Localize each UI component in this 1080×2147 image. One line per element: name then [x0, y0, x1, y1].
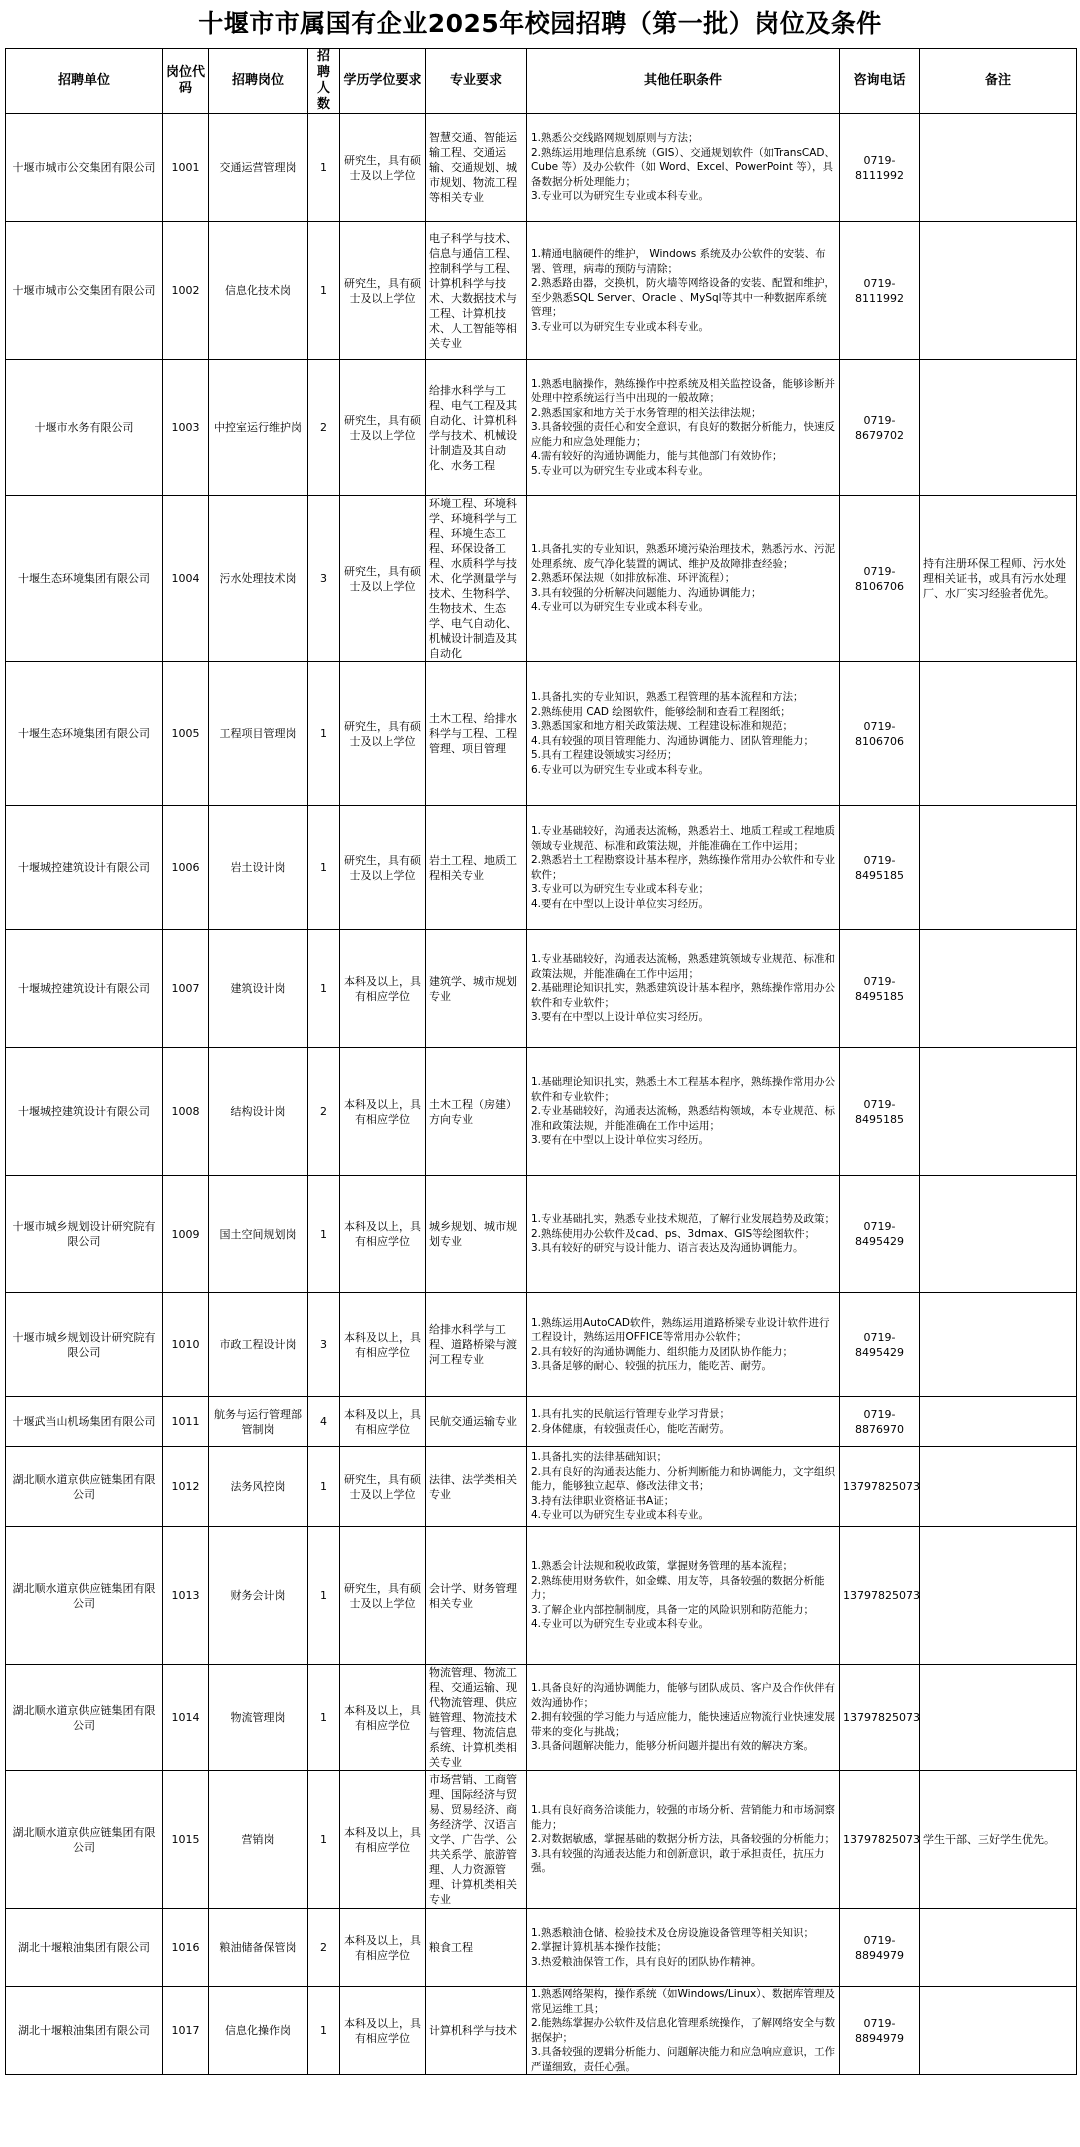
condition-line: 6.专业可以为研究生专业或本科专业。	[531, 763, 710, 776]
cell-post: 工程项目管理岗	[209, 662, 308, 806]
cell-phone: 0719-8111992	[840, 222, 920, 360]
cell-conditions	[527, 1771, 840, 1909]
cell-note: 学生干部、三好学生优先。	[920, 1771, 1077, 1909]
cell-conditions	[527, 1665, 840, 1771]
cell-unit: 十堰市水务有限公司	[6, 360, 163, 496]
table-row	[6, 806, 1077, 930]
cell-count: 1	[308, 662, 340, 806]
cell-count: 1	[308, 1447, 340, 1527]
condition-line: 1.具备扎实的专业知识，熟悉环境污染治理技术，熟悉污水、污泥处理系统、废气净化装置的调试、维护及故障排查经验；	[531, 543, 836, 570]
condition-line: 3.具有较好的研究与设计能力、语言表达及沟通协调能力。	[531, 1242, 804, 1255]
cell-unit: 湖北顺水道京供应链集团有限公司	[6, 1447, 163, 1527]
condition-line: 3.要有在中型以上设计单位实习经历。	[531, 1134, 710, 1147]
condition-line: 3.具有较强的分析解决问题能力、沟通协调能力；	[531, 586, 762, 599]
cell-note	[920, 1293, 1077, 1397]
table-row	[6, 1293, 1077, 1397]
cell-unit: 十堰市城乡规划设计研究院有限公司	[6, 1176, 163, 1293]
cell-code: 1012	[163, 1447, 209, 1527]
cell-code: 1014	[163, 1665, 209, 1771]
condition-line: 1.熟悉粮油仓储、检验技术及仓房设施设备管理等相关知识；	[531, 1926, 815, 1939]
cell-code: 1013	[163, 1527, 209, 1665]
header-conditions: 其他任职条件	[527, 49, 840, 114]
cell-post: 财务会计岗	[209, 1527, 308, 1665]
cell-post: 信息化操作岗	[209, 1987, 308, 2075]
condition-line: 1.熟悉公交线路网规划原则与方法；	[531, 132, 699, 145]
cell-phone: 13797825073	[840, 1527, 920, 1665]
condition-line: 2.对数据敏感，掌握基础的数据分析方法，具备较强的分析能力；	[531, 1833, 836, 1846]
cell-post: 航务与运行管理部管制岗	[209, 1397, 308, 1447]
condition-line: 2.熟悉路由器，交换机，防火墙等网络设备的安装、配置和维护，至少熟悉SQL Server、Oracle 、MySql等其中一种数据库系统管理；	[531, 277, 836, 318]
condition-line: 2.能熟练掌握办公软件及信息化管理系统操作，了解网络安全与数据保护；	[531, 2017, 836, 2044]
cell-major: 环境工程、环境科学、环境科学与工程、环境生态工程、环保设备工程、水质科学与技术、化学测量学与技术、生物科学、生物技术、生态学、电气自动化、机械设计制造及其自动化	[426, 496, 527, 662]
cell-code: 1015	[163, 1771, 209, 1909]
cell-note	[920, 114, 1077, 222]
condition-line: 1.专业基础较好，沟通表达流畅，熟悉建筑领域专业规范、标准和政策法规，并能准确在工作中运用；	[531, 953, 836, 980]
cell-conditions	[527, 222, 840, 360]
cell-post: 建筑设计岗	[209, 930, 308, 1048]
cell-phone: 0719-8495185	[840, 806, 920, 930]
condition-line: 2.身体健康，有较强责任心，能吃苦耐劳。	[531, 1422, 731, 1435]
cell-unit: 十堰武当山机场集团有限公司	[6, 1397, 163, 1447]
cell-post: 市政工程设计岗	[209, 1293, 308, 1397]
cell-major: 城乡规划、城市规划专业	[426, 1176, 527, 1293]
cell-education: 研究生，具有硕士及以上学位	[340, 662, 426, 806]
table-row	[6, 222, 1077, 360]
cell-note	[920, 1176, 1077, 1293]
cell-phone: 0719-8876970	[840, 1397, 920, 1447]
cell-education: 研究生，具有硕士及以上学位	[340, 806, 426, 930]
condition-line: 3.专业可以为研究生专业或本科专业。	[531, 190, 710, 203]
cell-code: 1016	[163, 1909, 209, 1987]
condition-line: 2.熟练运用地理信息系统（GIS）、交通规划软件（如TransCAD、Cube 等）及办公软件（如 Word、Excel、PowerPoint 等），具备数据分析处理能力；	[531, 146, 836, 188]
table-row	[6, 1987, 1077, 2075]
condition-line: 2.熟练使用 CAD 绘图软件，能够绘制和查看工程图纸；	[531, 705, 791, 718]
cell-code: 1008	[163, 1048, 209, 1176]
header-unit: 招聘单位	[6, 49, 163, 114]
condition-line: 1.精通电脑硬件的维护， Windows 系统及办公软件的安装、布署、管理，病毒的预防与清除；	[531, 248, 826, 275]
cell-phone: 13797825073	[840, 1771, 920, 1909]
condition-line: 2.基础理论知识扎实，熟悉建筑设计基本程序，熟练操作常用办公软件和专业软件；	[531, 982, 836, 1009]
condition-line: 4.专业可以为研究生专业或本科专业。	[531, 1509, 710, 1522]
cell-education: 本科及以上，具有相应学位	[340, 1987, 426, 2075]
condition-line: 5.具有工程建设领域实习经历；	[531, 749, 678, 761]
cell-unit: 十堰城控建筑设计有限公司	[6, 806, 163, 930]
condition-line: 3.持有法律职业资格证书A证；	[531, 1494, 675, 1507]
cell-post: 污水处理技术岗	[209, 496, 308, 662]
cell-major: 智慧交通、智能运输工程、交通运输、交通规划、城市规划、物流工程等相关专业	[426, 114, 527, 222]
cell-major: 建筑学、城市规划专业	[426, 930, 527, 1048]
cell-conditions	[527, 1397, 840, 1447]
cell-conditions	[527, 1176, 840, 1293]
cell-unit: 十堰城控建筑设计有限公司	[6, 1048, 163, 1176]
condition-line: 1.专业基础扎实，熟悉专业技术规范，了解行业发展趋势及政策；	[531, 1213, 836, 1226]
cell-post: 交通运营管理岗	[209, 114, 308, 222]
cell-education: 研究生，具有硕士及以上学位	[340, 496, 426, 662]
cell-note	[920, 662, 1077, 806]
cell-note: 持有注册环保工程师、污水处理相关证书，或具有污水处理厂、水厂实习经验者优先。	[920, 496, 1077, 662]
cell-education: 本科及以上，具有相应学位	[340, 1048, 426, 1176]
condition-line: 1.具备扎实的专业知识，熟悉工程管理的基本流程和方法；	[531, 691, 804, 703]
condition-line: 3.具备足够的耐心、较强的抗压力，能吃苦、耐劳。	[531, 1360, 773, 1372]
cell-code: 1006	[163, 806, 209, 930]
cell-major: 给排水科学与工程、电气工程及其自动化、计算机科学与技术、机械设计制造及其自动化、水务工程	[426, 360, 527, 496]
cell-note	[920, 1048, 1077, 1176]
cell-count: 3	[308, 1293, 340, 1397]
table-header-row	[6, 49, 1077, 114]
cell-unit: 十堰市城乡规划设计研究院有限公司	[6, 1293, 163, 1397]
table-row	[6, 1665, 1077, 1771]
condition-line: 2.熟悉环保法规（如排放标准、环评流程）；	[531, 572, 736, 585]
condition-line: 3.专业可以为研究生专业或本科专业。	[531, 320, 710, 333]
cell-phone: 0719-8495185	[840, 1048, 920, 1176]
cell-note	[920, 1665, 1077, 1771]
condition-line: 1.具备扎实的法律基础知识；	[531, 1451, 668, 1464]
condition-line: 3.具备较强的责任心和安全意识，有良好的数据分析能力，快速反应能力和应急处理能力；	[531, 421, 836, 448]
cell-major: 给排水科学与工程、道路桥梁与渡河工程专业	[426, 1293, 527, 1397]
cell-note	[920, 1909, 1077, 1987]
document-title: 十堰市市属国有企业2025年校园招聘（第一批）岗位及条件	[198, 9, 882, 38]
cell-note	[920, 930, 1077, 1048]
header-code: 岗位代码	[163, 49, 209, 114]
cell-code: 1004	[163, 496, 209, 662]
condition-line: 2.拥有较强的学习能力与适应能力，能快速适应物流行业快速发展带来的变化与挑战；	[531, 1711, 836, 1738]
cell-count: 2	[308, 1909, 340, 1987]
condition-line: 2.掌握计算机基本操作技能；	[531, 1941, 668, 1954]
cell-conditions	[527, 1447, 840, 1527]
cell-conditions	[527, 1048, 840, 1176]
cell-conditions	[527, 662, 840, 806]
table-row	[6, 1909, 1077, 1987]
cell-count: 2	[308, 1048, 340, 1176]
cell-unit: 湖北顺水道京供应链集团有限公司	[6, 1665, 163, 1771]
condition-line: 2.熟悉岩土工程勘察设计基本程序，熟练操作常用办公软件和专业软件；	[531, 854, 836, 881]
cell-major: 物流管理、物流工程、交通运输、现代物流管理、供应链管理、物流技术与管理、物流信息系统、计算机类相关专业	[426, 1665, 527, 1771]
table-row	[6, 1527, 1077, 1665]
cell-conditions	[527, 1527, 844, 1665]
condition-line: 3.要有在中型以上设计单位实习经历。	[531, 1011, 710, 1024]
cell-education: 研究生，具有硕士及以上学位	[340, 1527, 426, 1665]
cell-count: 1	[308, 930, 340, 1048]
cell-conditions	[527, 496, 840, 662]
condition-line: 3.专业可以为研究生专业或本科专业；	[531, 883, 710, 895]
cell-education: 本科及以上，具有相应学位	[340, 1909, 426, 1987]
cell-post: 中控室运行维护岗	[209, 360, 308, 496]
cell-phone: 0719-8106706	[840, 496, 920, 662]
cell-conditions	[527, 1909, 840, 1987]
cell-unit: 十堰城控建筑设计有限公司	[6, 930, 163, 1048]
condition-line: 3.具有较强的沟通表达能力和创新意识，敢于承担责任，抗压力强。	[531, 1847, 825, 1875]
condition-line: 4.要有在中型以上设计单位实习经历。	[531, 897, 710, 910]
cell-count: 1	[308, 1987, 340, 2075]
condition-line: 2.熟练使用办公软件及cad、ps、3dmax、GIS等绘图软件；	[531, 1227, 816, 1240]
cell-post: 法务风控岗	[209, 1447, 308, 1527]
condition-line: 1.熟悉会计法规和税收政策，掌握财务管理的基本流程；	[531, 1560, 794, 1573]
cell-phone: 0719-8106706	[840, 662, 920, 806]
header-major: 专业要求	[426, 49, 527, 114]
cell-major: 计算机科学与技术	[426, 1987, 527, 2075]
cell-phone: 0719-8894979	[840, 1909, 920, 1987]
cell-phone: 13797825073	[840, 1447, 920, 1527]
condition-line: 1.熟练运用AutoCAD软件，熟练运用道路桥梁专业设计软件进行工程设计，熟练运用OFFICE等常用办公软件；	[531, 1316, 830, 1343]
cell-post: 物流管理岗	[209, 1665, 308, 1771]
cell-education: 研究生，具有硕士及以上学位	[340, 222, 426, 360]
cell-count: 1	[308, 1527, 340, 1665]
condition-line: 4.专业可以为研究生专业或本科专业。	[531, 601, 710, 614]
table-body	[6, 114, 1077, 2075]
table-row	[6, 496, 1077, 662]
cell-major: 市场营销、工商管理、国际经济与贸易、贸易经济、商务经济学、汉语言文学、广告学、公共关系学、旅游管理、人力资源管理、计算机类相关专业	[426, 1771, 527, 1909]
cell-major: 土木工程、给排水科学与工程、工程管理、项目管理	[426, 662, 527, 806]
cell-major: 电子科学与技术、信息与通信工程、控制科学与工程、计算机科学与技术、大数据技术与工程、计算机技术、人工智能等相关专业	[426, 222, 527, 360]
cell-code: 1010	[163, 1293, 209, 1397]
cell-code: 1003	[163, 360, 209, 496]
cell-count: 3	[308, 496, 340, 662]
cell-count: 2	[308, 360, 340, 496]
condition-line: 2.熟悉国家和地方关于水务管理的相关法律法规；	[531, 406, 762, 419]
cell-code: 1017	[163, 1987, 209, 2075]
header-count: 招聘人数	[308, 49, 340, 114]
cell-phone: 13797825073	[840, 1665, 920, 1771]
cell-major: 土木工程（房建）方向专业	[426, 1048, 527, 1176]
condition-line: 3.了解企业内部控制制度，具备一定的风险识别和防范能力； 4.专业可以为研究生专业或本科专业。	[531, 1603, 844, 1631]
condition-line: 2.专业基础较好，沟通表达流畅，熟悉结构领域，本专业规范、标准和政策法规，并能准确在工作中运用；	[531, 1105, 836, 1132]
cell-education: 本科及以上，具有相应学位	[340, 1771, 426, 1909]
condition-line: 2.具有较好的沟通协调能力、组织能力及团队协作能力；	[531, 1345, 794, 1358]
cell-unit: 十堰生态环境集团有限公司	[6, 662, 163, 806]
cell-conditions	[527, 1293, 840, 1397]
cell-count: 1	[308, 1176, 340, 1293]
cell-unit: 湖北顺水道京供应链集团有限公司	[6, 1527, 163, 1665]
cell-unit: 湖北十堰粮油集团有限公司	[6, 1987, 163, 2075]
cell-code: 1002	[163, 222, 209, 360]
cell-code: 1011	[163, 1397, 209, 1447]
cell-education: 研究生，具有硕士及以上学位	[340, 1447, 426, 1527]
cell-post: 营销岗	[209, 1771, 308, 1909]
cell-code: 1007	[163, 930, 209, 1048]
cell-count: 4	[308, 1397, 340, 1447]
table-row	[6, 360, 1077, 496]
cell-major: 会计学、财务管理相关专业	[426, 1527, 527, 1665]
cell-phone: 0719-8679702	[840, 360, 920, 496]
condition-line: 3.熟悉国家和地方相关政策法规、工程建设标准和规范；	[531, 720, 794, 732]
cell-code: 1005	[163, 662, 209, 806]
cell-conditions	[527, 806, 840, 930]
cell-count: 1	[308, 1665, 340, 1771]
table-row	[6, 1176, 1077, 1293]
cell-education: 本科及以上，具有相应学位	[340, 1176, 426, 1293]
condition-line: 4.需有较好的沟通协调能力，能与其他部门有效协作；	[531, 450, 783, 463]
table-row	[6, 662, 1077, 806]
condition-line: 3.具备较强的逻辑分析能力、问题解决能力和应急响应意识，工作严谨细致，责任心强。	[531, 2046, 836, 2073]
condition-line: 1.熟悉电脑操作，熟练操作中控系统及相关监控设备，能够诊断并处理中控系统运行当中出现的一般故障；	[531, 377, 836, 405]
cell-education: 研究生，具有硕士及以上学位	[340, 114, 426, 222]
cell-conditions	[527, 360, 840, 496]
condition-line: 4.具有较强的项目管理能力、沟通协调能力、团队管理能力；	[531, 734, 815, 747]
cell-major: 法律、法学类相关专业	[426, 1447, 527, 1527]
condition-line: 1.具有良好商务洽谈能力，较强的市场分析、营销能力和市场洞察能力；	[531, 1804, 836, 1831]
condition-line: 2.熟练使用财务软件，如金蝶、用友等，具备较强的数据分析能力；	[531, 1574, 825, 1602]
condition-line: 3.具备问题解决能力，能够分析问题并提出有效的解决方案。	[531, 1740, 815, 1753]
recruitment-table	[5, 48, 1077, 2075]
cell-conditions	[527, 1987, 840, 2075]
cell-conditions	[527, 930, 840, 1048]
table-row	[6, 1447, 1077, 1527]
cell-post: 信息化技术岗	[209, 222, 308, 360]
cell-phone: 0719-8495429	[840, 1293, 920, 1397]
condition-line: 1.具备良好的沟通协调能力，能够与团队成员、客户及合作伙伴有效沟通协作；	[531, 1682, 836, 1709]
cell-education: 研究生，具有硕士及以上学位	[340, 360, 426, 496]
cell-note	[920, 1527, 1077, 1665]
cell-phone: 0719-8495185	[840, 930, 920, 1048]
cell-education: 本科及以上，具有相应学位	[340, 1397, 426, 1447]
cell-phone: 0719-8894979	[840, 1987, 920, 2075]
table-row	[6, 114, 1077, 222]
cell-count: 1	[308, 222, 340, 360]
cell-note	[920, 222, 1077, 360]
header-post: 招聘岗位	[209, 49, 308, 114]
condition-line: 1.具有扎实的民航运行管理专业学习背景；	[531, 1408, 731, 1420]
cell-code: 1009	[163, 1176, 209, 1293]
cell-conditions	[527, 114, 840, 222]
cell-phone: 0719-8495429	[840, 1176, 920, 1293]
cell-count: 1	[308, 806, 340, 930]
cell-note	[920, 360, 1077, 496]
cell-unit: 十堰市城市公交集团有限公司	[6, 222, 163, 360]
table-row	[6, 1048, 1077, 1176]
cell-count: 1	[308, 1771, 340, 1909]
cell-unit: 湖北顺水道京供应链集团有限公司	[6, 1771, 163, 1909]
cell-note	[920, 1447, 1077, 1527]
cell-major: 岩土工程、地质工程相关专业	[426, 806, 527, 930]
cell-note	[920, 806, 1077, 930]
header-note: 备注	[920, 49, 1077, 114]
header-education: 学历学位要求	[340, 49, 426, 114]
table-row	[6, 1771, 1077, 1909]
condition-line: 1.专业基础较好，沟通表达流畅，熟悉岩土、地质工程或工程地质领域专业规范、标准和政策法规，并能准确在工作中运用；	[531, 825, 836, 852]
cell-note	[920, 1397, 1077, 1447]
cell-phone: 0719-8111992	[840, 114, 920, 222]
cell-post: 国土空间规划岗	[209, 1176, 308, 1293]
cell-post: 结构设计岗	[209, 1048, 308, 1176]
table-row	[6, 930, 1077, 1048]
cell-note	[920, 1987, 1077, 2075]
cell-major: 民航交通运输专业	[426, 1397, 527, 1447]
cell-unit: 十堰市城市公交集团有限公司	[6, 114, 163, 222]
table-row	[6, 1397, 1077, 1447]
cell-post: 粮油储备保管岗	[209, 1909, 308, 1987]
condition-line: 2.具有良好的沟通表达能力、分析判断能力和协调能力，文字组织能力，能够独立起草、修改法律文书；	[531, 1465, 836, 1493]
header-phone: 咨询电话	[840, 49, 920, 114]
condition-line: 5.专业可以为研究生专业或本科专业。	[531, 464, 710, 477]
cell-post: 岩土设计岗	[209, 806, 308, 930]
condition-line: 3.热爱粮油保管工作，具有良好的团队协作精神。	[531, 1955, 762, 1968]
condition-line: 1.基础理论知识扎实，熟悉土木工程基本程序，熟练操作常用办公软件和专业软件；	[531, 1076, 836, 1103]
cell-major: 粮食工程	[426, 1909, 527, 1987]
condition-line: 1.熟悉网络架构，操作系统（如Windows/Linux）、数据库管理及常见运维工具；	[531, 1988, 835, 2015]
cell-count: 1	[308, 114, 340, 222]
cell-code: 1001	[163, 114, 209, 222]
cell-education: 本科及以上，具有相应学位	[340, 1293, 426, 1397]
cell-unit: 湖北十堰粮油集团有限公司	[6, 1909, 163, 1987]
cell-unit: 十堰生态环境集团有限公司	[6, 496, 163, 662]
cell-education: 本科及以上，具有相应学位	[340, 930, 426, 1048]
cell-education: 本科及以上，具有相应学位	[340, 1665, 426, 1771]
